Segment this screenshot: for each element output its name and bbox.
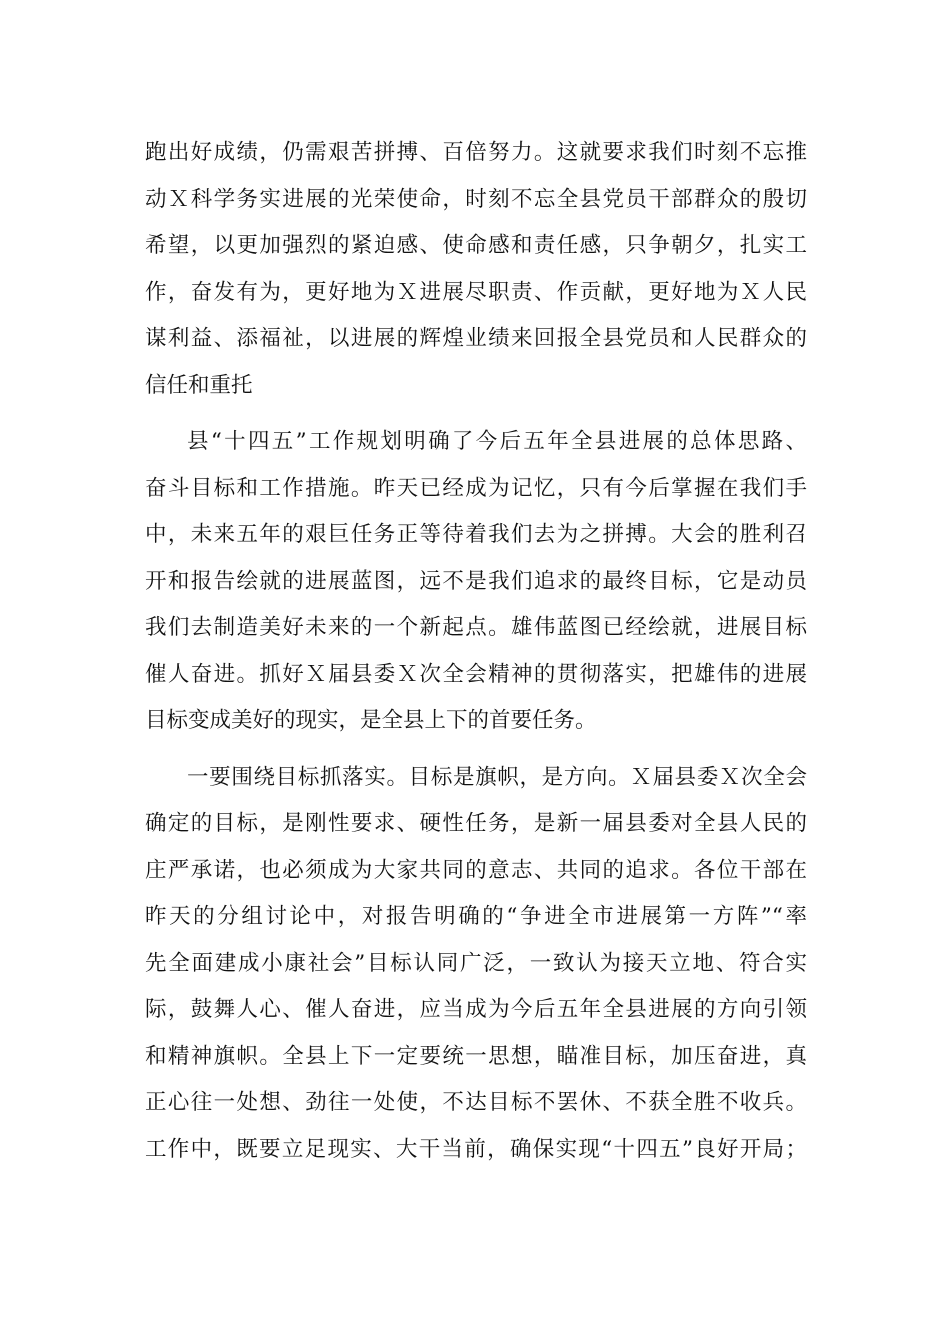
paragraph-line: 中，未来五年的艰巨任务正等待着我们去为之拼搏。大会的胜利召	[145, 522, 807, 547]
document-body	[145, 130, 807, 1173]
paragraph-1	[145, 130, 807, 409]
paragraph-line: 目标变成美好的现实，是全县上下的首要任务。	[145, 708, 597, 733]
paragraph-line: 谋利益、添福祉，以进展的辉煌业绩来回报全县党员和人民群众的	[145, 326, 807, 351]
paragraph-gap	[145, 745, 807, 755]
paragraph-line: 动Ｘ科学务实进展的光荣使命，时刻不忘全县党员干部群众的殷切	[145, 186, 807, 212]
paragraph-2	[145, 419, 807, 745]
paragraph-line: 和精神旗帜。全县上下一定要统一思想，瞄准目标，加压奋进，真	[145, 1043, 807, 1069]
paragraph-line: 县“十四五”工作规划明确了今后五年全县进展的总体思路、	[187, 429, 807, 454]
paragraph-line: 希望，以更加强烈的紧迫感、使命感和责任感，只争朝夕，扎实工	[145, 233, 807, 258]
paragraph-line: 先全面建成小康社会”目标认同广泛，一致认为接天立地、符合实	[145, 950, 807, 976]
paragraph-line: 信任和重托	[145, 372, 253, 398]
paragraph-3	[145, 755, 807, 1174]
paragraph-gap	[145, 409, 807, 419]
paragraph-line: 催人奋进。抓好Ｘ届县委Ｘ次全会精神的贯彻落实，把雄伟的进展	[145, 661, 807, 687]
paragraph-line: 工作中，既要立足现实、大干当前，确保实现“十四五”良好开局；	[145, 1136, 807, 1162]
paragraph-line: 一要围绕目标抓落实。目标是旗帜，是方向。Ｘ届县委Ｘ次全会	[187, 764, 807, 790]
paragraph-line: 庄严承诺，也必须成为大家共同的意志、共同的追求。各位干部在	[145, 857, 807, 883]
paragraph-line: 确定的目标，是刚性要求、硬性任务，是新一届县委对全县人民的	[145, 811, 807, 836]
paragraph-line: 昨天的分组讨论中，对报告明确的“争进全市进展第一方阵”“率	[145, 904, 807, 929]
paragraph-line: 开和报告绘就的进展蓝图，远不是我们追求的最终目标，它是动员	[145, 568, 807, 594]
paragraph-line: 际，鼓舞人心、催人奋进，应当成为今后五年全县进展的方向引领	[145, 997, 807, 1022]
paragraph-line: 跑出好成绩，仍需艰苦拼搏、百倍努力。这就要求我们时刻不忘推	[145, 140, 807, 165]
paragraph-line: 正心往一处想、劲往一处使，不达目标不罢休、不获全胜不收兵。	[145, 1090, 807, 1115]
paragraph-line: 我们去制造美好未来的一个新起点。雄伟蓝图已经绘就，进展目标	[145, 615, 807, 640]
paragraph-line: 奋斗目标和工作措施。昨天已经成为记忆，只有今后掌握在我们手	[145, 475, 807, 501]
paragraph-line: 作，奋发有为，更好地为Ｘ进展尽职责、作贡献，更好地为Ｘ人民	[145, 279, 807, 305]
